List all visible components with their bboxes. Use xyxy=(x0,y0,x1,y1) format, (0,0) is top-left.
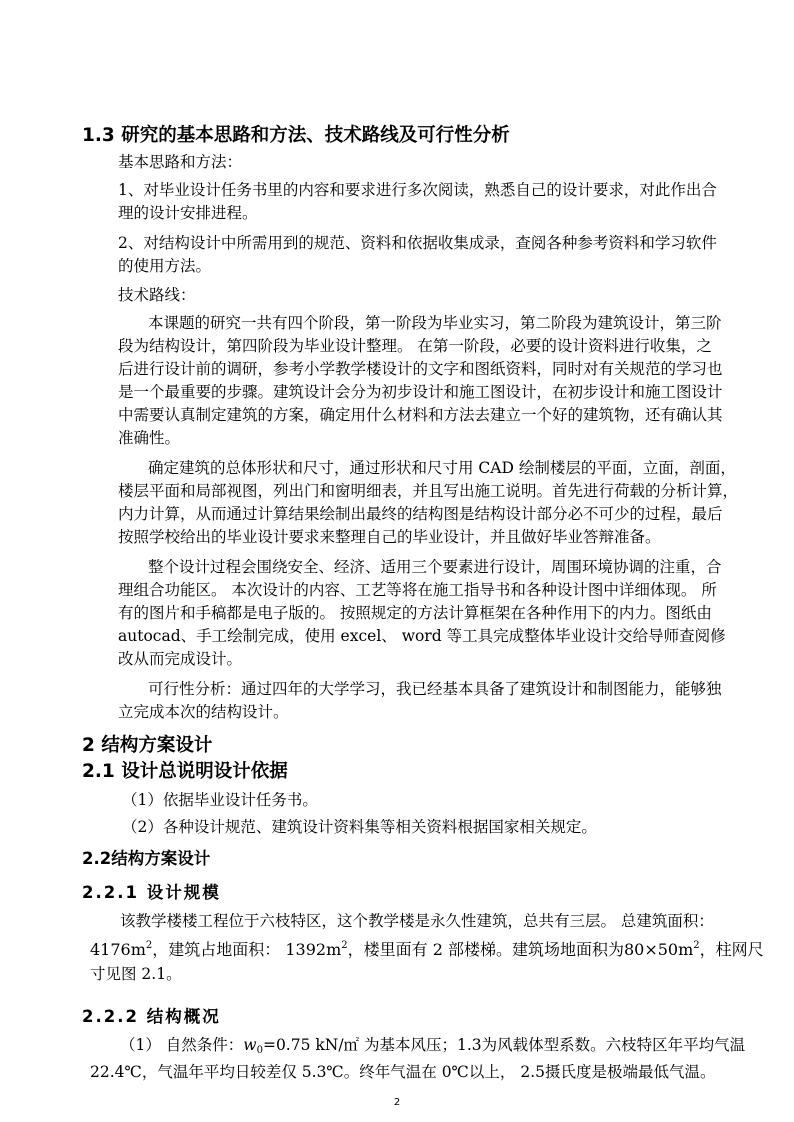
methods-item-2-line-1: 2、对结构设计中所需用到的规范、资料和依据收集成录，查阅各种参考资料和学习软件 xyxy=(118,234,717,252)
paragraph-line: 后进行设计前的调研，参考小学教学楼设计的文字和图纸资料，同时对有关规范的学习也 xyxy=(118,360,723,378)
superscript: 2 xyxy=(145,940,153,951)
overview-text: 摄氏度是极端最低气温。 xyxy=(544,1063,716,1081)
superscript: 2 xyxy=(341,940,348,951)
scale-line-3: 寸见图 2.1。 xyxy=(90,965,182,983)
site-dimensions-value: 80×50m xyxy=(623,940,694,959)
methods-label: 基本思路和方法： xyxy=(118,153,243,171)
paragraph-line: 理组合功能区。 本次设计的内容、工艺等将在施工指导书和各种设计图中详细体现。 所 xyxy=(118,581,717,599)
scale-line-1: 该教学楼楼工程位于六枝特区，这个教学楼是永久性建筑，总共有三层。 总建筑面积： xyxy=(120,912,714,930)
paragraph-line: 确定建筑的总体形状和尺寸，通过形状和尺寸用 CAD 绘制楼层的平面，立面，剖面， xyxy=(148,459,736,477)
overview-text: 22.4℃，气温年平均日较差仅 5.3℃。终年气温在 0℃以上， xyxy=(90,1063,521,1081)
basis-item-2: （2）各种设计规范、建筑设计资料集等相关资料根据国家相关规定。 xyxy=(122,818,597,836)
min-temperature-value: 2.5 xyxy=(520,1063,545,1081)
page-number: 2 xyxy=(393,1097,401,1108)
chapter-2-heading: 2 结构方案设计 xyxy=(82,735,213,756)
paragraph-line: 是一个最重要的步骤。建筑设计会分为初步设计和施工图设计，在初步设计和施工图设计 xyxy=(118,383,723,401)
section-2-2-heading: 2.2结构方案设计 xyxy=(82,849,211,868)
overview-line-2 xyxy=(90,1060,716,1082)
paragraph-line: 本课题的研究一共有四个阶段，第一阶段为毕业实习，第二阶段为建筑设计，第三阶 xyxy=(148,314,722,332)
total-area-value: 4176m xyxy=(90,940,146,959)
paragraph-line: 楼层平面和局部视图，列出门和窗明细表，并且写出施工说明。首先进行荷载的分析计算， xyxy=(118,482,739,500)
scale-text: ，柱网尺 xyxy=(699,940,764,959)
wind-pressure-symbol: w xyxy=(243,1036,257,1054)
paragraph-line: 整个设计过程会围绕安全、经济、适用三个要素进行设计，周围环境协调的注重，合 xyxy=(148,558,722,576)
paragraph-line: 按照学校给出的毕业设计要求来整理自己的毕业设计，并且做好毕业答辩准备。 xyxy=(118,528,661,546)
section-2-2-1-heading: 2.2.1 设计规模 xyxy=(82,883,221,902)
paragraph-line: 有的图片和手稿都是电子版的。 按照规定的方法计算框架在各种作用下的内力。图纸由 xyxy=(118,604,712,622)
paragraph-line: autocad、手工绘制完成，使用 excel、 word 等工具完成整体毕业设计交给导师查阅修 xyxy=(118,627,726,645)
paragraph-line: 中需要认真制定建筑的方案，确定用什么材料和方法去建立一个好的建筑物，还有确认其 xyxy=(118,406,723,424)
paragraph-line: 立完成本次的结构设计。 xyxy=(118,703,289,721)
paragraph-line: 段为结构设计，第四阶段为毕业设计整理。 在第一阶段，必要的设计资料进行收集，之 xyxy=(118,337,712,355)
overview-text: =0.75 kN/㎡ 为基本风压；1.3为风载体型系数。六枝特区年平均气温 xyxy=(262,1036,746,1054)
paragraph-line: 准确性。 xyxy=(118,429,181,447)
paragraph-line: 可行性分析：通过四年的大学学习，我已经基本具备了建筑设计和制图能力，能够独 xyxy=(148,680,722,698)
superscript: 2 xyxy=(693,940,700,951)
paragraph-line: 内力计算，从而通过计算结果绘制出最终的结构图是结构设计部分必不可少的过程，最后 xyxy=(118,505,723,523)
methods-item-1-line-1: 1、对毕业设计任务书里的内容和要求进行多次阅读，熟悉自己的设计要求，对此作出合 xyxy=(118,181,717,199)
footprint-area-value: 1392m xyxy=(285,940,342,959)
section-1-3-heading: 1.3 研究的基本思路和方法、技术路线及可行性分析 xyxy=(82,125,510,146)
section-2-2-2-heading: 2.2.2 结构概况 xyxy=(82,1007,221,1026)
subscript: 0 xyxy=(256,1045,263,1056)
scale-text: ，建筑占地面积： xyxy=(152,940,286,959)
methods-item-2-line-2: 的使用方法。 xyxy=(118,257,212,275)
paragraph-line: 改从而完成设计。 xyxy=(118,650,243,668)
route-label: 技术路线： xyxy=(118,286,196,304)
basis-item-1: （1）依据毕业设计任务书。 xyxy=(122,791,318,809)
scale-line-2 xyxy=(90,937,764,960)
methods-item-1-line-2: 理的设计安排进程。 xyxy=(118,204,258,222)
overview-text: （1） 自然条件： xyxy=(120,1036,244,1054)
section-2-1-heading: 2.1 设计总说明设计依据 xyxy=(82,761,288,782)
scale-text: ，楼里面有 2 部楼梯。建筑场地面积为 xyxy=(347,940,624,959)
overview-line-1 xyxy=(120,1033,745,1055)
